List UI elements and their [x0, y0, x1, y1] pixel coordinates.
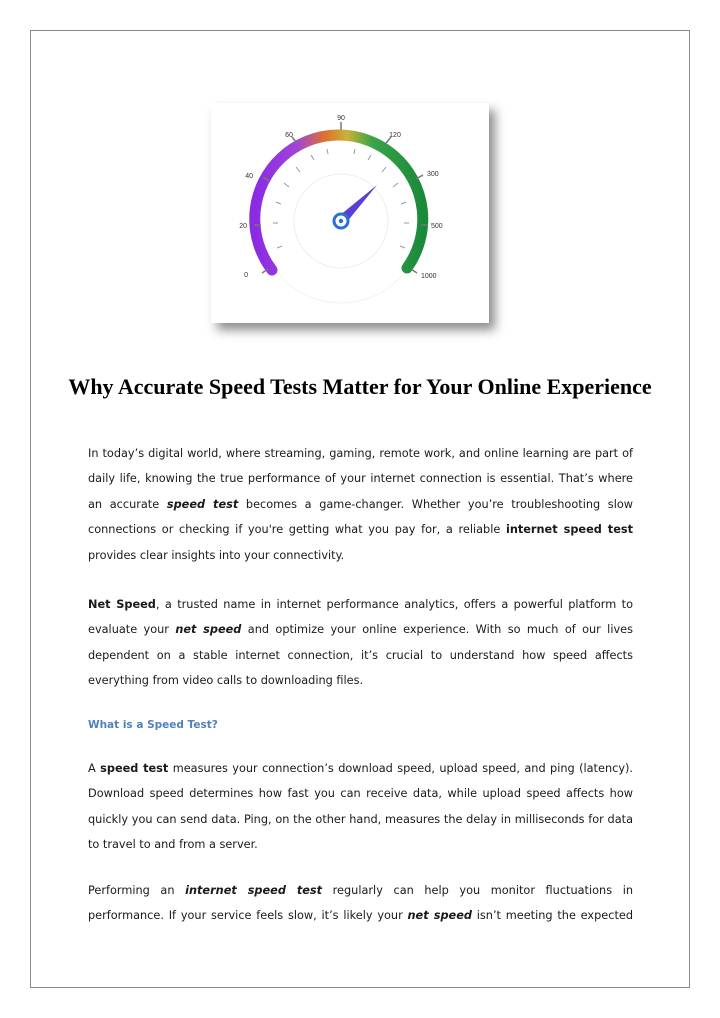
gauge-label-120: 120 [389, 132, 401, 139]
gauge-label-90: 90 [337, 115, 345, 122]
keyword-speed-test-2: speed test [100, 762, 169, 775]
document-page [30, 30, 690, 988]
gauge-label-1000: 1000 [421, 273, 437, 280]
gauge-label-0: 0 [244, 272, 248, 279]
gauge-label-60: 60 [285, 132, 293, 139]
paragraph-intro: In today’s digital world, where streaming, gaming, remote work, and online learning are part of daily life, knowing the true performance of your internet connection is essential. That’s where an accurate speed test becomes a game-changer. Whether you’re troubleshooting slow connections or checking if you're getting what you pay for, a reliable internet speed test provides clear insights into your connectivity. [88, 447, 633, 562]
keyword-net-speed-brand: Net Speed [88, 598, 156, 611]
speedometer-image [211, 103, 489, 323]
section-heading: What is a Speed Test? [88, 719, 218, 731]
keyword-net-speed: net speed [175, 623, 242, 637]
keyword-internet-speed-test: internet speed test [505, 523, 633, 537]
gauge-label-20: 20 [239, 223, 247, 230]
gauge-label-40: 40 [245, 173, 253, 180]
paragraph-performing: Performing an internet speed test regularly can help you monitor fluctuations in performance. If your service feels slow, it’s likely your net speed isn’t meeting the expected [88, 884, 634, 923]
gauge-label-300: 300 [427, 171, 439, 178]
gauge-outer-ticks [254, 122, 428, 273]
paragraph-net-speed: Net Speed, a trusted name in internet performance analytics, offers a powerful platform to evaluate your net speed and optimize your online experience. With so much of our lives dependent on a stable internet connection, it’s crucial to understand how speed affects everything from video calls to downloading files. [88, 598, 633, 688]
article-title: Why Accurate Speed Tests Matter for Your Online Experience [68, 374, 652, 399]
gauge-inner-ticks [273, 149, 409, 248]
keyword-internet-speed-test-2: internet speed test [185, 884, 323, 897]
paragraph-what-is: A speed test measures your connection’s download speed, upload speed, and ping (latency). Download speed determines how fast you can receive data, while upload speed affects how quickly you can send data. Ping, on the other hand, measures the delay in milliseconds for data to travel to and from a server. [88, 762, 633, 852]
gauge-arc [255, 135, 423, 270]
speedometer-gauge [211, 103, 489, 323]
keyword-speed-test: speed test [166, 497, 239, 511]
gauge-label-500: 500 [431, 223, 443, 230]
keyword-net-speed-2: net speed [407, 909, 472, 923]
